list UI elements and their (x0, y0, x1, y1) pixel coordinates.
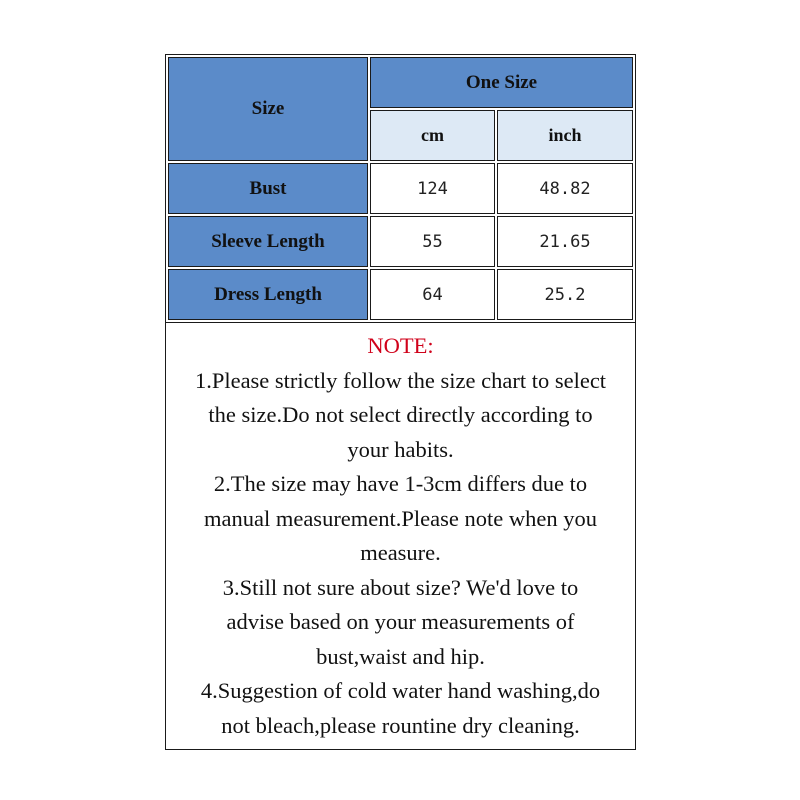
note-line: manual measurement.Please note when you (203, 505, 597, 531)
row-label-bust: Bust (168, 163, 368, 214)
size-table (165, 54, 636, 323)
table-row (168, 269, 633, 320)
note-title: NOTE: (367, 333, 434, 358)
dress-length-cm-value: 64 (370, 269, 495, 320)
table-row (168, 216, 633, 267)
one-size-header: One Size (370, 57, 633, 108)
sleeve-length-inch-value: 21.65 (497, 216, 633, 267)
row-label-sleeve-length: Sleeve Length (168, 216, 368, 267)
bust-cm-value: 124 (370, 163, 495, 214)
table-row (168, 163, 633, 214)
note-line: 4.Suggestion of cold water hand washing,do (200, 678, 601, 703)
unit-inch-header: inch (497, 110, 633, 161)
unit-cm-header: cm (370, 110, 495, 161)
note-line: advise based on your measurements of (226, 609, 575, 634)
note-line: the size.Do not select directly according to (208, 402, 593, 427)
note-line: 2.The size may have 1-3cm differs due to (213, 471, 588, 496)
size-header: Size (168, 57, 368, 161)
row-label-dress-length: Dress Length (168, 269, 368, 320)
note-line: not bleach,please rountine dry cleaning. (221, 712, 580, 738)
sleeve-length-cm-value: 55 (370, 216, 495, 267)
dress-length-inch-value: 25.2 (497, 269, 633, 320)
note-line: measure. (360, 540, 441, 565)
note-line: 1.Please strictly follow the size chart to select (194, 367, 607, 393)
note-line: your habits. (347, 436, 454, 462)
note-line: 3.Still not sure about size? We'd love to (222, 574, 579, 600)
bust-inch-value: 48.82 (497, 163, 633, 214)
note-line: bust,waist and hip. (316, 643, 485, 669)
note-box (165, 323, 636, 750)
size-chart (165, 54, 636, 750)
